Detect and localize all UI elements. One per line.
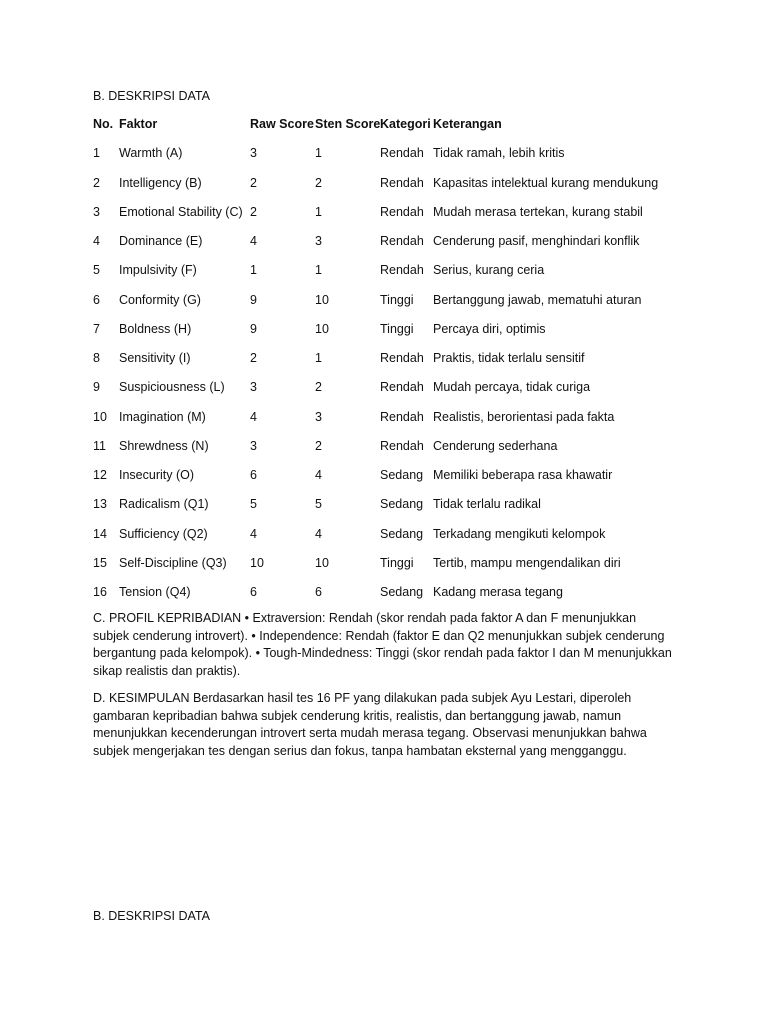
cell-kategori: Rendah bbox=[380, 146, 424, 161]
cell-no: 9 bbox=[93, 380, 100, 395]
cell-kategori: Sedang bbox=[380, 585, 424, 599]
table-row bbox=[93, 526, 693, 555]
section-heading-deskripsi-data-repeat: B. DESKRIPSI DATA bbox=[93, 909, 210, 923]
cell-faktor: Emotional Stability (C) bbox=[119, 204, 243, 219]
cell-keterangan: Percaya diri, optimis bbox=[433, 321, 546, 336]
cell-kategori: Rendah bbox=[380, 409, 424, 424]
cell-kategori: Sedang bbox=[380, 497, 424, 512]
cell-sten-score: 2 bbox=[315, 380, 322, 395]
cell-sten-score: 2 bbox=[315, 438, 322, 453]
cell-raw-score: 2 bbox=[250, 175, 257, 190]
cell-keterangan: Kadang merasa tegang bbox=[433, 585, 563, 599]
cell-faktor: Intelligency (B) bbox=[119, 175, 202, 190]
cell-keterangan: Cenderung sederhana bbox=[433, 438, 558, 453]
cell-keterangan: Cenderung pasif, menghindari konflik bbox=[433, 234, 640, 248]
cell-sten-score: 3 bbox=[315, 234, 322, 248]
cell-sten-score: 4 bbox=[315, 468, 322, 482]
cell-kategori: Sedang bbox=[380, 526, 424, 541]
cell-raw-score: 6 bbox=[250, 468, 257, 482]
cell-no: 4 bbox=[93, 234, 100, 248]
cell-no: 12 bbox=[93, 468, 107, 482]
cell-kategori: Rendah bbox=[380, 204, 424, 219]
cell-kategori: Rendah bbox=[380, 234, 424, 248]
cell-no: 15 bbox=[93, 555, 107, 570]
table-header-row bbox=[93, 116, 693, 145]
cell-keterangan: Mudah percaya, tidak curiga bbox=[433, 380, 591, 395]
table-row bbox=[93, 292, 693, 321]
cell-sten-score: 10 bbox=[315, 321, 329, 336]
cell-no: 7 bbox=[93, 321, 100, 336]
cell-raw-score: 1 bbox=[250, 263, 257, 278]
cell-faktor: Impulsivity (F) bbox=[119, 263, 197, 278]
header-keterangan: Keterangan bbox=[433, 117, 502, 131]
cell-kategori: Rendah bbox=[380, 263, 424, 278]
cell-raw-score: 2 bbox=[250, 351, 257, 365]
cell-raw-score: 3 bbox=[250, 438, 257, 453]
cell-faktor: Shrewdness (N) bbox=[119, 438, 209, 453]
cell-raw-score: 4 bbox=[250, 409, 257, 424]
data-table bbox=[93, 116, 693, 613]
cell-sten-score: 5 bbox=[315, 497, 322, 512]
cell-faktor: Sufficiency (Q2) bbox=[119, 526, 208, 541]
cell-faktor: Sensitivity (I) bbox=[119, 351, 191, 365]
cell-sten-score: 10 bbox=[315, 555, 329, 570]
table-row bbox=[93, 379, 693, 408]
table-row bbox=[93, 467, 693, 496]
table-body bbox=[93, 145, 693, 613]
cell-keterangan: Tidak terlalu radikal bbox=[433, 497, 541, 512]
cell-raw-score: 4 bbox=[250, 234, 257, 248]
cell-raw-score: 3 bbox=[250, 146, 257, 161]
cell-sten-score: 2 bbox=[315, 175, 322, 190]
cell-kategori: Tinggi bbox=[380, 555, 414, 570]
cell-no: 14 bbox=[93, 526, 107, 541]
cell-keterangan: Praktis, tidak terlalu sensitif bbox=[433, 351, 585, 365]
cell-raw-score: 6 bbox=[250, 585, 257, 599]
profil-kepribadian-paragraph: C. PROFIL KEPRIBADIAN • Extraversion: Rendah (skor rendah pada faktor A dan F menunjukkan subjek cenderung introvert). • Independence: Rendah (faktor E dan Q2 menunjukkan subjek cenderung bergantung pada kelompok). • Tough-Mindedness: Tinggi (skor rendah pada faktor I dan M menunjukkan sikap realistis dan praktis). bbox=[93, 611, 672, 678]
cell-raw-score: 3 bbox=[250, 380, 257, 395]
cell-keterangan: Mudah merasa tertekan, kurang stabil bbox=[433, 204, 643, 219]
cell-kategori: Tinggi bbox=[380, 292, 414, 307]
section-heading-deskripsi-data: B. DESKRIPSI DATA bbox=[93, 89, 210, 103]
cell-faktor: Dominance (E) bbox=[119, 234, 203, 248]
cell-keterangan: Tertib, mampu mengendalikan diri bbox=[433, 555, 621, 570]
header-kategori: Kategori bbox=[380, 117, 431, 131]
cell-sten-score: 1 bbox=[315, 263, 322, 278]
cell-keterangan: Tidak ramah, lebih kritis bbox=[433, 146, 565, 161]
cell-faktor: Suspiciousness (L) bbox=[119, 380, 225, 395]
table-row bbox=[93, 409, 693, 438]
cell-raw-score: 10 bbox=[250, 555, 264, 570]
cell-keterangan: Serius, kurang ceria bbox=[433, 263, 545, 278]
cell-faktor: Tension (Q4) bbox=[119, 585, 191, 599]
cell-sten-score: 1 bbox=[315, 146, 322, 161]
header-raw-score: Raw Score bbox=[250, 117, 314, 131]
cell-faktor: Imagination (M) bbox=[119, 409, 206, 424]
cell-sten-score: 6 bbox=[315, 585, 322, 599]
cell-sten-score: 10 bbox=[315, 292, 329, 307]
cell-no: 6 bbox=[93, 292, 100, 307]
table-row bbox=[93, 175, 693, 204]
header-faktor: Faktor bbox=[119, 117, 158, 131]
cell-faktor: Insecurity (O) bbox=[119, 468, 195, 482]
table-row bbox=[93, 145, 693, 174]
cell-kategori: Rendah bbox=[380, 438, 424, 453]
kesimpulan-paragraph: D. KESIMPULAN Berdasarkan hasil tes 16 PF yang dilakukan pada subjek Ayu Lestari, diperoleh gambaran kepribadian bahwa subjek cenderung kritis, realistis, dan bertanggung jawab, namun menunjukkan kecenderungan introvert serta mudah merasa tegang. Observasi menunjukkan bahwa subjek mengerjakan tes dengan serius dan fokus, tanpa hambatan eksternal yang mengganggu. bbox=[93, 691, 647, 758]
table-row bbox=[93, 350, 693, 379]
table-row bbox=[93, 438, 693, 467]
table-row bbox=[93, 262, 693, 291]
cell-kategori: Rendah bbox=[380, 175, 424, 190]
cell-raw-score: 5 bbox=[250, 497, 257, 512]
cell-faktor: Warmth (A) bbox=[119, 146, 183, 161]
cell-no: 13 bbox=[93, 497, 107, 512]
cell-keterangan: Kapasitas intelektual kurang mendukung bbox=[433, 175, 659, 190]
cell-kategori: Sedang bbox=[380, 468, 424, 482]
cell-no: 5 bbox=[93, 263, 100, 278]
cell-keterangan: Bertanggung jawab, mematuhi aturan bbox=[433, 292, 642, 307]
cell-faktor: Boldness (H) bbox=[119, 321, 192, 336]
cell-sten-score: 4 bbox=[315, 526, 322, 541]
cell-sten-score: 1 bbox=[315, 204, 322, 219]
cell-raw-score: 2 bbox=[250, 204, 257, 219]
header-sten-score: Sten Score bbox=[315, 117, 381, 131]
cell-kategori: Rendah bbox=[380, 380, 424, 395]
header-no: No. bbox=[93, 117, 114, 131]
cell-no: 11 bbox=[93, 438, 106, 453]
cell-sten-score: 3 bbox=[315, 409, 322, 424]
cell-kategori: Tinggi bbox=[380, 321, 414, 336]
cell-no: 16 bbox=[93, 585, 107, 599]
table-row bbox=[93, 555, 693, 584]
cell-no: 3 bbox=[93, 204, 100, 219]
cell-raw-score: 9 bbox=[250, 292, 257, 307]
cell-no: 10 bbox=[93, 409, 107, 424]
cell-faktor: Self-Discipline (Q3) bbox=[119, 555, 227, 570]
cell-keterangan: Terkadang mengikuti kelompok bbox=[433, 526, 606, 541]
cell-faktor: Radicalism (Q1) bbox=[119, 497, 209, 512]
cell-keterangan: Realistis, berorientasi pada fakta bbox=[433, 409, 615, 424]
cell-raw-score: 4 bbox=[250, 526, 257, 541]
cell-no: 8 bbox=[93, 351, 100, 365]
table-row bbox=[93, 584, 693, 613]
cell-no: 2 bbox=[93, 175, 100, 190]
cell-no: 1 bbox=[93, 146, 100, 161]
table-row bbox=[93, 321, 693, 350]
table-row bbox=[93, 233, 693, 262]
table-row bbox=[93, 496, 693, 525]
cell-kategori: Rendah bbox=[380, 351, 424, 365]
table-row bbox=[93, 204, 693, 233]
cell-raw-score: 9 bbox=[250, 321, 257, 336]
cell-faktor: Conformity (G) bbox=[119, 292, 201, 307]
cell-keterangan: Memiliki beberapa rasa khawatir bbox=[433, 468, 613, 482]
cell-sten-score: 1 bbox=[315, 351, 322, 365]
